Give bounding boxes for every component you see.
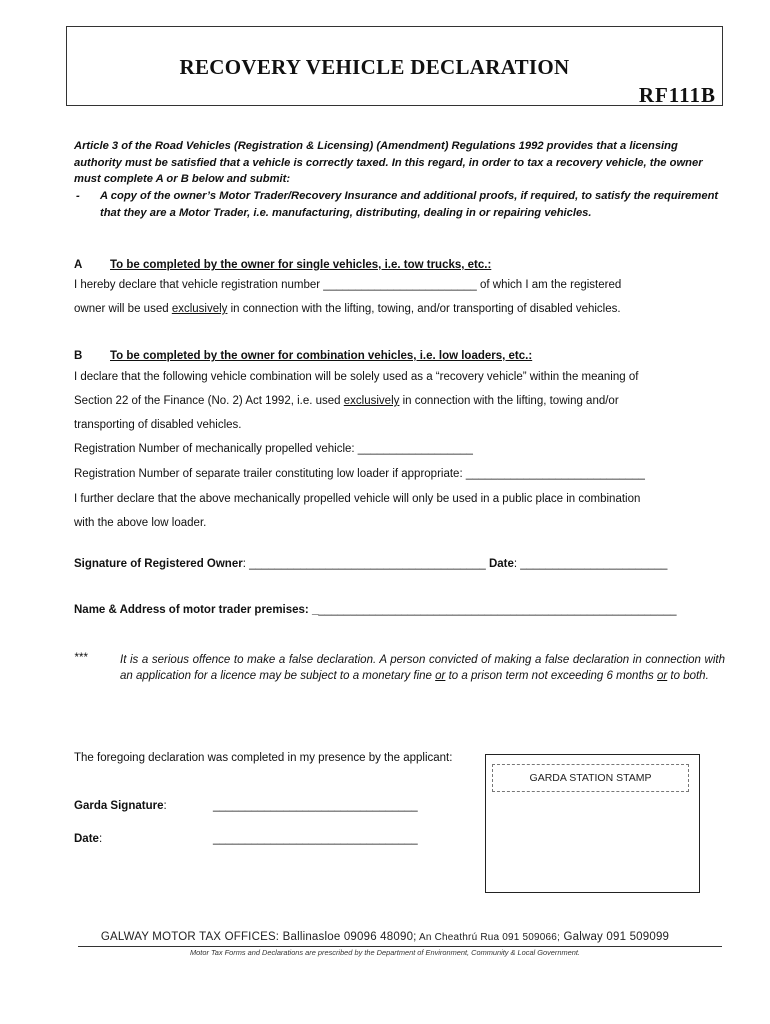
section-b-line-1: I declare that the following vehicle combination will be solely used as a “recovery vehicle” within the meaning of [74,371,639,383]
owner-signature-line[interactable]: : _____________________________________ [242,558,486,570]
owner-signature-label: Signature of Registered Owner [74,558,243,570]
trader-address-line[interactable]: ________________________________________________________ [318,604,677,616]
section-b-line-3: transporting of disabled vehicles. [74,419,242,431]
intro-paragraph: Article 3 of the Road Vehicles (Registration & Licensing) (Amendment) Regulations 1992 provides that a licensing authority must be satisfied that a vehicle is correctly taxed. In this regard, in order to tax a recovery vehicle, the owner must complete A or B below and submit: [74,140,703,185]
section-a-letter: A [74,259,83,271]
form-code: RF111B [638,83,716,107]
garda-stamp-label: GARDA STATION STAMP [492,764,689,792]
owner-signature-row [74,558,667,570]
section-b-line-2-post: in connection with the lifting, towing and/or [399,395,619,407]
page-title: RECOVERY VEHICLE DECLARATION [179,55,570,79]
section-b-line-2 [74,395,619,407]
footer-offices-c: Galway 091 509099 [560,931,670,943]
footer-offices [0,931,770,943]
section-b-line-6: I further declare that the above mechanically propelled vehicle will only be used in a public place in combination [74,493,641,505]
section-b-line-4: Registration Number of mechanically propelled vehicle: __________________ [74,443,473,455]
trader-address-row [74,604,677,616]
garda-presence-text: The foregoing declaration was completed in my presence by the applicant: [74,752,453,764]
section-b-line-2-pre: Section 22 of the Finance (No. 2) Act 1992, i.e. used [74,395,344,407]
garda-signature-label: Garda Signature [74,800,164,812]
warning-text-pre: It is a serious offence to make a false declaration. A person convicted of making a false declaration in connection with an application for a licence may be subject to a monetary fine [120,654,725,682]
garda-signature-line[interactable]: ________________________________ [213,800,418,812]
garda-signature-colon: : [163,800,167,812]
intro-bullet [74,188,724,221]
section-a-line-2-pre: owner will be used [74,303,172,315]
warning-stars: *** [74,652,88,664]
footer-offices-a: GALWAY MOTOR TAX OFFICES: Ballinasloe 09096 48090; [100,931,417,943]
garda-date-label-wrap [74,833,102,845]
section-a-line-2 [74,303,621,315]
section-b-heading-wrap [110,346,532,364]
section-a-line-2-post: in connection with the lifting, towing, and/or transporting of disabled vehicles. [227,303,621,315]
section-b-letter: B [74,350,83,362]
section-b-heading: To be completed by the owner for combination vehicles, i.e. low loaders, etc.: [110,350,533,362]
section-a-exclusively: exclusively [171,303,228,315]
bullet-text: A copy of the owner’s Motor Trader/Recovery Insurance and additional proofs, if required, to satisfy the requirement that they are a Motor Trader, i.e. manufacturing, distributing, dealing in or repairing vehicles. [100,190,719,219]
section-a-header [74,255,82,273]
garda-signature-label-wrap [74,800,167,812]
footer-offices-b: An Cheathrú Rua 091 509066; [416,932,561,943]
section-b-line-7: with the above low loader. [74,517,207,529]
bullet-dash: - [76,190,80,202]
garda-date-label: Date [74,833,99,845]
garda-date-colon: : [98,833,103,845]
trader-address-label: Name & Address of motor trader premises: _ [74,604,319,616]
warning-or-1: or [435,670,446,682]
footer-divider [78,946,722,947]
warning-text-post: to both. [667,670,709,682]
warning-text [120,652,725,684]
section-b-line-5: Registration Number of separate trailer constituting low loader if appropriate: ____________________________ [74,468,645,480]
owner-date-label: Date [485,558,514,570]
section-a-heading: To be completed by the owner for single vehicles, i.e. tow trucks, etc.: [110,259,492,271]
warning-text-mid: to a prison term not exceeding 6 months [445,670,657,682]
owner-date-line[interactable]: : _______________________ [513,558,668,570]
section-a-line-1: I hereby declare that vehicle registration number ________________________ of which I am the registered [74,279,622,291]
header-box [66,26,723,106]
warning-or-2: or [656,670,668,682]
section-b-exclusively: exclusively [343,395,400,407]
footer-note: Motor Tax Forms and Declarations are prescribed by the Department of Environment, Community & Local Government. [190,948,580,957]
garda-date-line[interactable]: ________________________________ [213,833,418,845]
section-a-heading-wrap [110,255,491,273]
section-b-header [74,346,82,364]
